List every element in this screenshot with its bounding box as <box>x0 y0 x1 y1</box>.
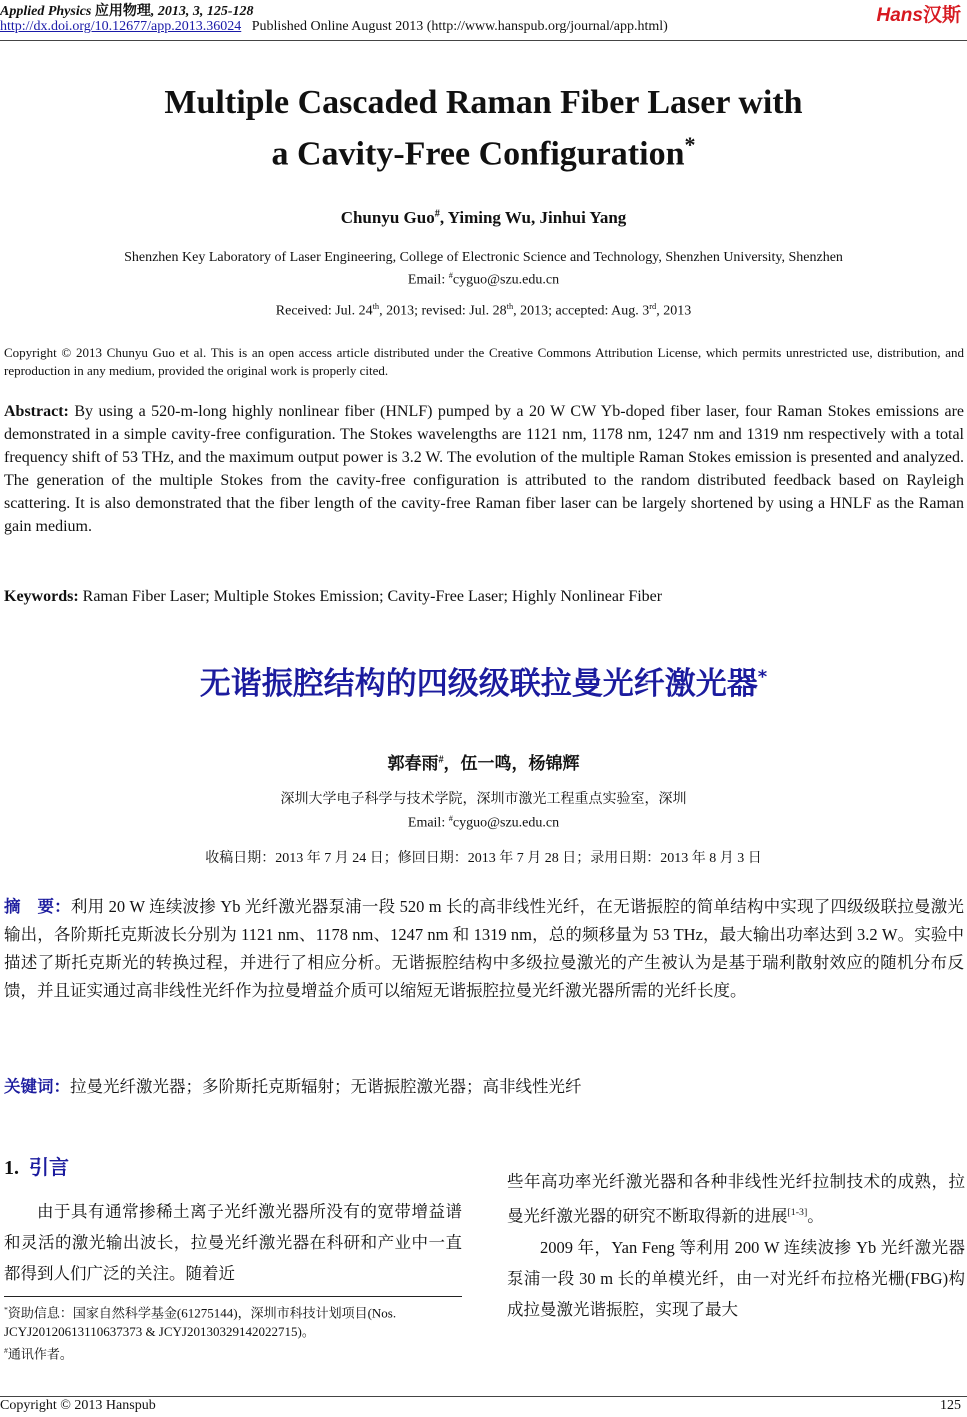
doi-link[interactable]: http://dx.doi.org/10.12677/app.2013.36024 <box>0 19 242 34</box>
logo-cn: 汉斯 <box>922 5 961 26</box>
paper-title-en <box>0 82 967 175</box>
header-divider <box>0 40 967 41</box>
abstract-en <box>4 400 964 538</box>
hans-logo <box>877 0 961 27</box>
funding-footnote: *资助信息：国家自然科学基金(61275144)，深圳市科技计划项目(Nos. JCYJ20120613110637373 & JCYJ20130329142022715)。 <box>4 1305 397 1340</box>
journal-header <box>0 0 254 20</box>
title-line-2: a Cavity-Free Configuration* <box>271 132 696 173</box>
abstract-cn-label: 摘 要： <box>4 897 71 916</box>
copyright-notice: Copyright © 2013 Chunyu Guo et al. This is an open access article distributed under the Creative Commons Attribution License, which permits unrestricted use, distribution, and reproduction in any medium, provided the original work is properly cited. <box>4 345 964 378</box>
footnotes <box>4 1300 462 1364</box>
body-column-right <box>507 1166 965 1325</box>
abstract-label: Abstract: <box>4 403 69 420</box>
title-footnote-mark: * <box>684 132 696 157</box>
corresponding-footnote: #通讯作者。 <box>4 1346 73 1362</box>
body-paragraph: 2009 年，Yan Feng 等利用 200 W 连续波掺 Yb 光纤激光器泵浦一段 30 m 长的单模光纤，由一对光纤布拉格光栅(FBG)构成拉曼激光谐振腔，实现了最大 <box>507 1237 965 1319</box>
abstract-text: By using a 520-m-long highly nonlinear fiber (HNLF) pumped by a 20 W CW Yb-doped fiber laser, four Raman Stokes emissions are demonstrated in a simple cavity-free configuration. The Stokes wavelengths are 1121 nm, 1178 nm, 1247 nm and 1319 nm respectively with a total frequency shift of 53 THz, and the maximum output power is 3.2 W. The evolution of the multiple Raman Stokes emission is presented and analyzed. The generation of the multiple Stokes from the cavity-free configuration is attributed to the random distributed feedback based on Rayleigh scattering. It is also demonstrated that the fiber length of the cavity-free Raman fiber laser can be largely shortened by using a HNLF as the Raman gain medium. <box>4 403 964 535</box>
title-line-1: Multiple Cascaded Raman Fiber Laser with <box>164 84 803 121</box>
received-dates-en: Received: Jul. 24th, 2013; revised: Jul. 28th, 2013; accepted: Aug. 3rd, 2013 <box>275 302 692 319</box>
keywords-text: Raman Fiber Laser; Multiple Stokes Emission; Cavity-Free Laser; Highly Nonlinear Fiber <box>78 588 663 605</box>
email-cn: Email: #cyguo@szu.edu.cn <box>407 814 560 831</box>
journal-name-cn: 应用物理 <box>94 4 151 19</box>
citation-ref: [1-3] <box>787 1207 808 1218</box>
section-heading: 1. 引言 <box>4 1155 69 1179</box>
journal-name: Applied Physics <box>0 4 92 19</box>
affiliation-cn <box>0 790 967 833</box>
keywords-cn <box>4 1073 964 1097</box>
keywords-label: Keywords: <box>4 588 79 605</box>
affiliation-line: Shenzhen Key Laboratory of Laser Engineering, College of Electronic Science and Technology, Shenzhen University, Shenzhen <box>124 250 843 265</box>
logo-latin: Hans <box>876 5 923 26</box>
affiliation-en <box>0 249 967 290</box>
email-en: Email: #cyguo@szu.edu.cn <box>407 271 560 288</box>
authors-en: Chunyu Guo#, Yiming Wu, Jinhui Yang <box>340 208 627 227</box>
paper-title-cn: 无谐振腔结构的四级级联拉曼光纤激光器* <box>199 666 768 702</box>
affiliation-cn-line: 深圳大学电子科学与技术学院，深圳市激光工程重点实验室，深圳 <box>280 792 687 807</box>
keywords-en <box>4 586 964 608</box>
keywords-cn-text: 拉曼光纤激光器；多阶斯托克斯辐射；无谐振腔激光器；高非线性光纤 <box>70 1077 582 1096</box>
body-paragraph: 由于具有通常掺稀土离子光纤激光器所没有的宽带增益谱和灵活的激光输出波长，拉曼光纤激光器在科研和产业中一直都得到人们广泛的关注。随着近 <box>4 1202 462 1283</box>
publication-line <box>0 19 668 35</box>
volume-info: , 2013, 3, 125-128 <box>150 4 254 19</box>
published-online: Published Online August 2013 (http://www.hanspub.org/journal/app.html) <box>251 19 668 34</box>
footnote-divider <box>4 1296 462 1297</box>
keywords-cn-label: 关键词： <box>4 1077 70 1096</box>
abstract-cn <box>4 893 964 1005</box>
received-dates-cn: 收稿日期：2013 年 7 月 24 日；修回日期：2013 年 7 月 28 日；录用日期：2013 年 8 月 3 日 <box>205 851 762 866</box>
body-paragraph-continued: 些年高功率光纤激光器和各种非线性光纤拉制技术的成熟，拉曼光纤激光器的研究不断取得新的进展[1-3]。 <box>507 1172 965 1226</box>
footer-divider <box>0 1396 967 1397</box>
footer-copyright: Copyright © 2013 Hanspub <box>0 1398 156 1413</box>
body-column-left <box>4 1196 462 1289</box>
page-number: 125 <box>940 1398 961 1413</box>
abstract-cn-text: 利用 20 W 连续波掺 Yb 光纤激光器泵浦一段 520 m 长的高非线性光纤，在无谐振腔的简单结构中实现了四级级联拉曼激光输出，各阶斯托克斯波长分别为 1121 nm、1178 nm、1247 nm 和 1319 nm，总的频移量为 53 THz，最大输出功率达到 3.2 W。实验中描述了斯托克斯光的转换过程，并进行了相应分析。无谐振腔结构中多级拉曼激光的产生被认为是基于瑞利散射效应的随机分布反馈，并且证实通过高非线性光纤作为拉曼增益介质可以缩短无谐振腔拉曼光纤激光器所需的光纤长度。 <box>4 897 964 1000</box>
authors-cn: 郭春雨#，伍一鸣，杨锦辉 <box>387 754 580 773</box>
